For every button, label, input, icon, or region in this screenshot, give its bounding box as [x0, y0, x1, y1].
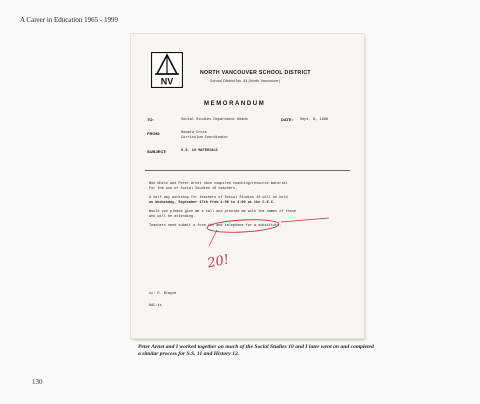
para1-line2: for the use of Social Studies 10 teachers. — [149, 187, 238, 191]
to-value: Social Studies Department Heads — [181, 118, 248, 122]
date-label: DATE: — [281, 117, 293, 122]
para1-line1: Bob White and Peter Arnet have compiled teaching/resource material — [149, 182, 288, 186]
subject-label: SUBJECT: — [147, 149, 167, 154]
from-title: Curriculum Coordinator — [181, 136, 229, 140]
photo-caption: Peter Arnet and I worked together on much of the Social Studies 10 and I later went on and completed a similar process for S.S. 11 and History 12. — [138, 344, 374, 357]
memo-title: MEMORANDUM — [204, 101, 266, 107]
para2-line1: A half-day workshop for teachers of Social Studies 10 will be held — [149, 196, 288, 200]
from-label: FROM: — [147, 131, 161, 136]
para3-line2: who will be attending. — [149, 215, 196, 219]
memo-divider — [145, 170, 350, 171]
para4-line1: Teachers need submit a form 4th and telephone for a substitute. — [149, 224, 282, 228]
running-head: A Career in Education 1965 - 1999 — [20, 16, 118, 24]
district-name: NORTH VANCOUVER SCHOOL DISTRICT — [200, 70, 311, 76]
to-label: TO: — [147, 117, 154, 122]
para2-line2: on Wednesday, September 17th from 1:00 to 4:00 at the C.E.C. — [149, 201, 276, 205]
red-ink-note: 20! — [206, 252, 231, 272]
red-ink-stroke — [209, 230, 217, 246]
para3-line1: Would you please give me a call and provide me with the names of those — [149, 210, 297, 214]
cc-line: cc: D. Brayne — [149, 292, 177, 296]
subject-value: S.S. 10 MATERIALS — [181, 149, 218, 153]
from-name: Howard Cross — [181, 131, 207, 135]
logo-letters: NV — [160, 76, 174, 87]
school-district-logo — [151, 52, 183, 88]
date-value: Sept. 8, 1988 — [300, 118, 329, 122]
red-ink-underline — [281, 218, 329, 222]
typist-initials: HAC:ts — [149, 304, 162, 308]
memo-document-image — [131, 34, 364, 338]
district-subtitle: School District No. 44 (North Vancouver) — [210, 78, 280, 83]
page-number: 130 — [32, 378, 43, 386]
